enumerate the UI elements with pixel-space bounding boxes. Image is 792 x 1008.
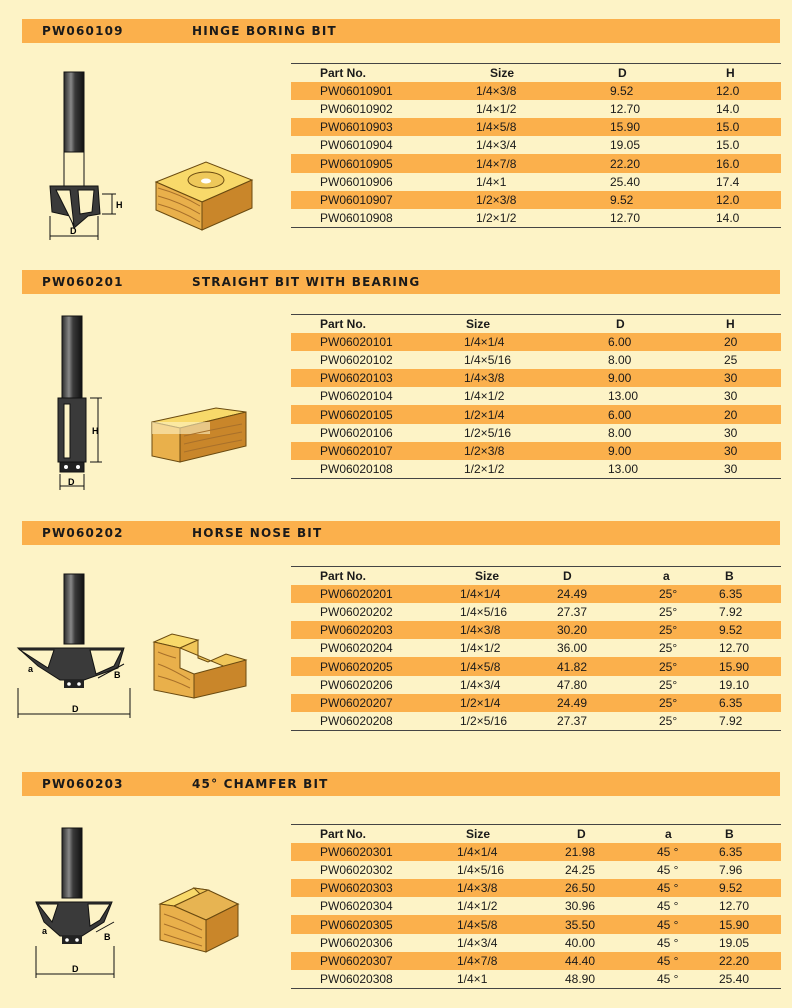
col-d: D: [577, 826, 586, 841]
cell: 1/4×5/8: [460, 659, 501, 674]
cell: 1/4×3/8: [457, 881, 498, 896]
cell: 14.0: [716, 101, 740, 116]
cell: 1/4×3/8: [460, 623, 501, 638]
cell: PW06010903: [320, 120, 393, 135]
cell: PW06010906: [320, 174, 393, 189]
cell: 1/2×5/16: [464, 425, 512, 440]
cell: 12.0: [716, 83, 740, 98]
col-d: D: [618, 65, 627, 80]
cell: PW06010908: [320, 210, 393, 225]
cell: 22.20: [719, 953, 750, 968]
cell: 1/4×1/4: [464, 334, 505, 349]
table-row: [291, 191, 781, 209]
dim-label-h: H: [116, 200, 123, 210]
cell: PW06020207: [320, 695, 393, 710]
table-row: [291, 657, 781, 675]
cell: 12.70: [719, 899, 750, 914]
cell: 40.00: [565, 935, 596, 950]
cell: 1/4×3/4: [460, 677, 501, 692]
cell: 25°: [659, 641, 678, 656]
table-row: [291, 952, 781, 970]
cell: 8.00: [608, 425, 632, 440]
cell: 7.92: [719, 604, 743, 619]
product-code: PW060109: [42, 24, 124, 38]
cell: 1/4×1/2: [460, 641, 501, 656]
table-row: [291, 405, 781, 423]
cell: 30.96: [565, 899, 596, 914]
cell: 1/2×3/8: [464, 443, 505, 458]
col-b: B: [725, 568, 734, 583]
cell: 26.50: [565, 881, 596, 896]
col-h: H: [726, 316, 735, 331]
table-header-row: [291, 567, 781, 585]
hinge-boring-table: [291, 63, 781, 228]
cell: 6.00: [608, 334, 632, 349]
cell: 15.90: [610, 120, 641, 135]
cell: 30: [724, 461, 738, 476]
cell: PW06020203: [320, 623, 393, 638]
cell: 27.37: [557, 713, 588, 728]
cell: PW06010904: [320, 138, 393, 153]
table-row: [291, 970, 781, 988]
cell: 47.80: [557, 677, 588, 692]
cell: 7.96: [719, 862, 743, 877]
cell: PW06020106: [320, 425, 393, 440]
col-part-no: Part No.: [320, 568, 367, 583]
product-code: PW060201: [42, 275, 124, 289]
cell: 9.52: [610, 83, 634, 98]
cell: 24.49: [557, 586, 588, 601]
cell: 45 °: [657, 844, 679, 859]
col-part-no: Part No.: [320, 316, 367, 331]
cell: 1/4×1/4: [460, 586, 501, 601]
cell: PW06020303: [320, 881, 393, 896]
dim-label-a: a: [28, 664, 34, 674]
cell: 14.0: [716, 210, 740, 225]
cell: PW06020308: [320, 971, 393, 986]
cell: 30.20: [557, 623, 588, 638]
table-row: [291, 676, 781, 694]
cell: 17.4: [716, 174, 740, 189]
cell: 15.0: [716, 138, 740, 153]
cell: 12.70: [610, 210, 641, 225]
cell: 1/2×1/4: [460, 695, 501, 710]
cell: 1/4×7/8: [457, 953, 498, 968]
table-row: [291, 136, 781, 154]
cell: PW06020302: [320, 862, 393, 877]
cell: PW06010901: [320, 83, 393, 98]
cell: 1/4×5/16: [464, 352, 512, 367]
cell: PW06020206: [320, 677, 393, 692]
cell: 8.00: [608, 352, 632, 367]
cell: 20: [724, 334, 738, 349]
cell: PW06010907: [320, 192, 393, 207]
col-b: B: [725, 826, 734, 841]
cell: 1/4×3/4: [476, 138, 517, 153]
product-title: 45° CHAMFER BIT: [192, 777, 329, 791]
col-a: a: [665, 826, 672, 841]
cell: PW06020102: [320, 352, 393, 367]
col-size: Size: [466, 826, 491, 841]
cell: PW06020201: [320, 586, 393, 601]
cell: 1/4×1/4: [457, 844, 498, 859]
cell: PW06020204: [320, 641, 393, 656]
cell: 25°: [659, 659, 678, 674]
dim-label-d: D: [68, 477, 75, 487]
cell: 1/2×1/2: [476, 210, 517, 225]
table-row: [291, 387, 781, 405]
cell: PW06020304: [320, 899, 393, 914]
cell: PW06020104: [320, 389, 393, 404]
cell: 1/4×1: [476, 174, 507, 189]
table-row: [291, 351, 781, 369]
cell: 41.82: [557, 659, 588, 674]
cell: 1/4×1/2: [457, 899, 498, 914]
cell: 1/4×1/2: [464, 389, 505, 404]
cell: PW06020305: [320, 917, 393, 932]
cell: 6.35: [719, 695, 743, 710]
cell: 6.35: [719, 586, 743, 601]
straight-bit-table: [291, 314, 781, 479]
cell: 45 °: [657, 881, 679, 896]
cell: 25.40: [719, 971, 750, 986]
product-code: PW060202: [42, 526, 124, 540]
table-row: [291, 154, 781, 172]
chamfer-bit-drawing: [30, 822, 130, 982]
cell: PW06020101: [320, 334, 393, 349]
dim-label-h: H: [92, 426, 99, 436]
chamfer-table: [291, 824, 781, 989]
dim-label-b: B: [104, 932, 111, 942]
table-row: [291, 712, 781, 730]
cell: 20: [724, 407, 738, 422]
product-title: STRAIGHT BIT WITH BEARING: [192, 275, 421, 289]
table-row: [291, 621, 781, 639]
cell: 9.52: [719, 881, 743, 896]
cell: 1/4×1: [457, 971, 488, 986]
cell: 24.49: [557, 695, 588, 710]
cell: PW06010905: [320, 156, 393, 171]
section-header: [22, 270, 780, 294]
cell: 1/2×1/2: [464, 461, 505, 476]
cell: 1/4×7/8: [476, 156, 517, 171]
cell: 1/4×1/2: [476, 101, 517, 116]
cell: 45 °: [657, 953, 679, 968]
col-size: Size: [466, 316, 491, 331]
cell: 6.35: [719, 844, 743, 859]
horse-nose-bit-drawing: [14, 568, 138, 720]
cell: 45 °: [657, 917, 679, 932]
table-row: [291, 369, 781, 387]
cell: 36.00: [557, 641, 588, 656]
cell: PW06010902: [320, 101, 393, 116]
dim-label-d: D: [70, 226, 77, 236]
dim-label-a: a: [42, 926, 48, 936]
cell: 1/4×3/8: [464, 371, 505, 386]
col-size: Size: [475, 568, 500, 583]
cell: 45 °: [657, 971, 679, 986]
cell: 27.37: [557, 604, 588, 619]
cell: 25°: [659, 604, 678, 619]
col-a: a: [663, 568, 670, 583]
cell: 25°: [659, 586, 678, 601]
cell: 30: [724, 443, 738, 458]
cell: 19.05: [610, 138, 641, 153]
straight-bit-workpiece: [150, 406, 250, 464]
table-row: [291, 861, 781, 879]
col-size: Size: [490, 65, 515, 80]
cell: 15.0: [716, 120, 740, 135]
cell: 45 °: [657, 899, 679, 914]
cell: PW06020103: [320, 371, 393, 386]
cell: 19.10: [719, 677, 750, 692]
cell: 24.25: [565, 862, 596, 877]
hinge-boring-bit-drawing: [30, 66, 140, 246]
hinge-boring-workpiece: [150, 160, 260, 232]
col-d: D: [563, 568, 572, 583]
cell: 25°: [659, 695, 678, 710]
horse-nose-table: [291, 566, 781, 731]
table-row: [291, 333, 781, 351]
cell: 9.52: [610, 192, 634, 207]
horse-nose-workpiece: [150, 628, 250, 700]
cell: 12.0: [716, 192, 740, 207]
table-row: [291, 209, 781, 227]
cell: 15.90: [719, 659, 750, 674]
cell: 30: [724, 371, 738, 386]
table-row: [291, 460, 781, 478]
cell: 21.98: [565, 844, 596, 859]
cell: 1/2×5/16: [460, 713, 508, 728]
cell: 12.70: [719, 641, 750, 656]
col-h: H: [726, 65, 735, 80]
table-row: [291, 694, 781, 712]
cell: 1/4×3/8: [476, 83, 517, 98]
cell: 45 °: [657, 935, 679, 950]
cell: 9.00: [608, 443, 632, 458]
cell: 25°: [659, 677, 678, 692]
cell: 48.90: [565, 971, 596, 986]
cell: 9.52: [719, 623, 743, 638]
table-row: [291, 424, 781, 442]
cell: PW06020208: [320, 713, 393, 728]
table-row: [291, 639, 781, 657]
col-part-no: Part No.: [320, 826, 367, 841]
table-row: [291, 173, 781, 191]
table-row: [291, 118, 781, 136]
cell: 44.40: [565, 953, 596, 968]
cell: 1/2×1/4: [464, 407, 505, 422]
cell: PW06020108: [320, 461, 393, 476]
cell: 13.00: [608, 389, 639, 404]
table-header-row: [291, 64, 781, 82]
cell: 9.00: [608, 371, 632, 386]
cell: PW06020306: [320, 935, 393, 950]
table-header-row: [291, 315, 781, 333]
table-row: [291, 100, 781, 118]
table-row: [291, 843, 781, 861]
section-header: [22, 521, 780, 545]
cell: 15.90: [719, 917, 750, 932]
col-d: D: [616, 316, 625, 331]
cell: 25: [724, 352, 738, 367]
cell: 13.00: [608, 461, 639, 476]
cell: 1/4×5/16: [460, 604, 508, 619]
cell: PW06020307: [320, 953, 393, 968]
cell: PW06020107: [320, 443, 393, 458]
cell: PW06020301: [320, 844, 393, 859]
cell: 22.20: [610, 156, 641, 171]
cell: 30: [724, 389, 738, 404]
product-code: PW060203: [42, 777, 124, 791]
table-row: [291, 879, 781, 897]
cell: 1/4×5/16: [457, 862, 505, 877]
chamfer-workpiece: [150, 880, 250, 954]
table-row: [291, 82, 781, 100]
table-row: [291, 603, 781, 621]
cell: 12.70: [610, 101, 641, 116]
table-row: [291, 915, 781, 933]
product-title: HINGE BORING BIT: [192, 24, 337, 38]
cell: PW06020202: [320, 604, 393, 619]
dim-label-d: D: [72, 964, 79, 974]
dim-label-d: D: [72, 704, 79, 714]
product-title: HORSE NOSE BIT: [192, 526, 323, 540]
col-part-no: Part No.: [320, 65, 367, 80]
cell: 6.00: [608, 407, 632, 422]
straight-bit-drawing: [40, 312, 120, 492]
cell: 45 °: [657, 862, 679, 877]
cell: 25°: [659, 713, 678, 728]
cell: 16.0: [716, 156, 740, 171]
cell: PW06020205: [320, 659, 393, 674]
cell: 1/4×3/4: [457, 935, 498, 950]
cell: 1/2×3/8: [476, 192, 517, 207]
cell: 30: [724, 425, 738, 440]
cell: 19.05: [719, 935, 750, 950]
section-header: [22, 772, 780, 796]
section-header: [22, 19, 780, 43]
table-header-row: [291, 825, 781, 843]
cell: 1/4×5/8: [476, 120, 517, 135]
cell: 25°: [659, 623, 678, 638]
table-row: [291, 934, 781, 952]
cell: PW06020105: [320, 407, 393, 422]
dim-label-b: B: [114, 670, 121, 680]
cell: 25.40: [610, 174, 641, 189]
cell: 1/4×5/8: [457, 917, 498, 932]
table-row: [291, 585, 781, 603]
table-row: [291, 897, 781, 915]
cell: 7.92: [719, 713, 743, 728]
cell: 35.50: [565, 917, 596, 932]
table-row: [291, 442, 781, 460]
